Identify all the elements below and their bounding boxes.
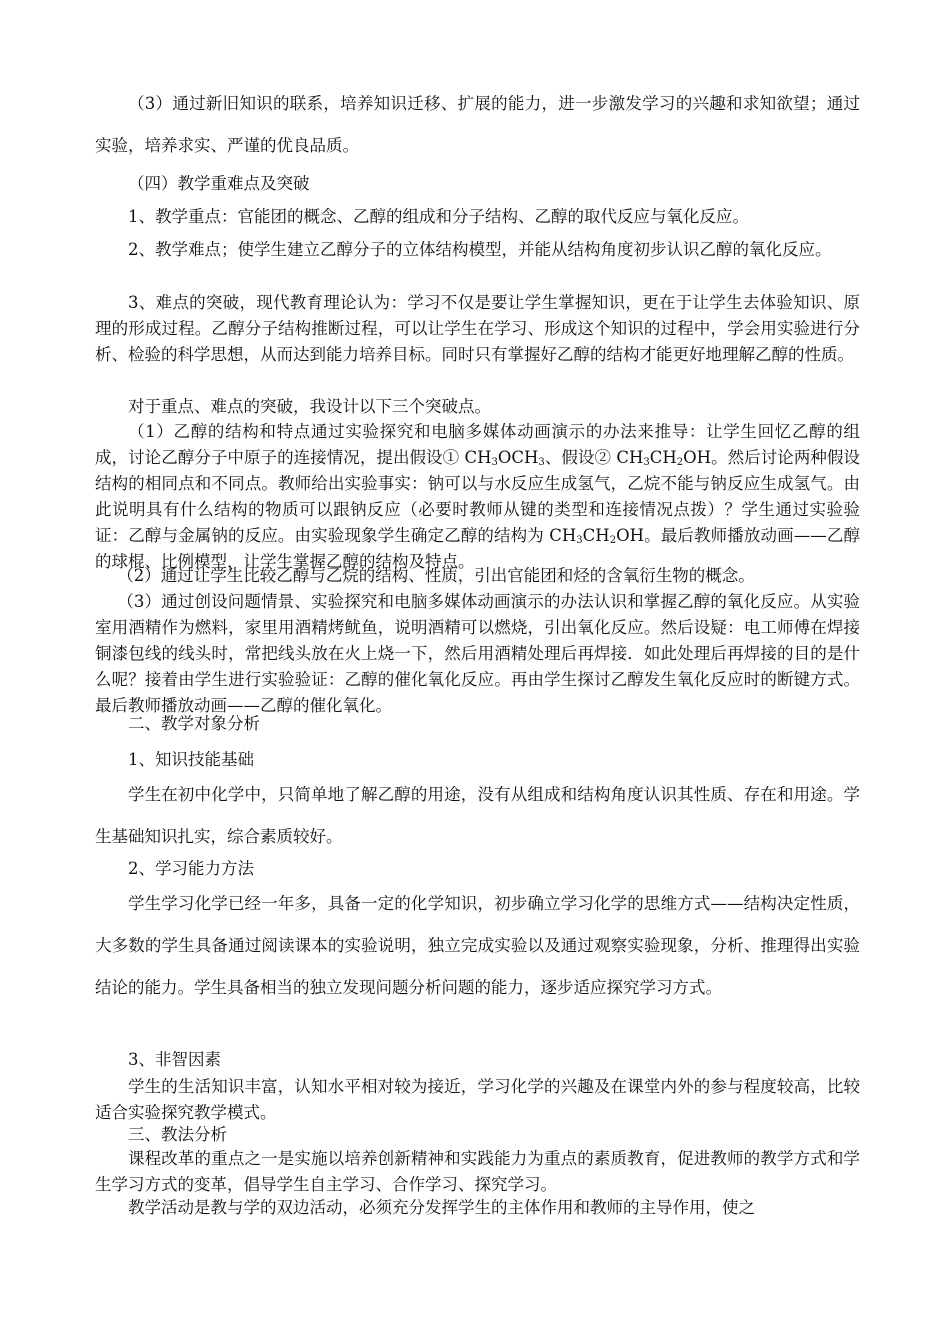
paragraph-non-intellectual: 学生的生活知识丰富，认知水平相对较为接近，学习化学的兴趣及在课堂内外的参与程度较高，比较适合实验探究教学模式。 xyxy=(95,1077,860,1122)
text-segment: CH xyxy=(649,448,677,467)
paragraph-breakthrough-2: （2）通过让学生比较乙醇与乙烷的结构、性质，引出官能团和烃的含氧衍生物的概念。 xyxy=(117,566,755,585)
text-segment: OCH xyxy=(497,448,539,467)
paragraph-objective-3: （3）通过新旧知识的联系，培养知识迁移、扩展的能力，进一步激发学习的兴趣和求知欲望；通过实验，培养求实、严谨的优良品质。 xyxy=(95,94,860,155)
heading-learning-ability: 2、学习能力方法 xyxy=(128,859,254,878)
subscript: 3 xyxy=(491,457,498,468)
text-segment: OH。然后讨论两种假设结构的相同点和不同点。教师给出实验事实：钠可以与水反应生成氢气，乙烷不能与钠反应生成氢气。由此说明具有什么结构的物质可以跟钠反应（必要时教师从键的类型和连接情况点拨）？学生通过实验验证：乙醇与金属钠的反应。由实验现象学生确定乙醇的结构为 CH xyxy=(95,448,860,545)
text-segment: CH xyxy=(582,526,610,545)
subscript: 2 xyxy=(676,457,684,468)
heading-non-intellectual: 3、非智因素 xyxy=(128,1050,221,1069)
paragraph-knowledge-skills: 学生在初中化学中，只简单地了解乙醇的用途，没有从组成和结构角度认识其性质、存在和用途。学生基础知识扎实，综合素质较好。 xyxy=(95,785,860,846)
paragraph-key-point: 1、教学重点：官能团的概念、乙醇的组成和分子结构、乙醇的取代反应与氧化反应。 xyxy=(128,207,749,226)
subscript: 2 xyxy=(609,535,617,546)
subscript: 3 xyxy=(643,457,650,468)
heading-method-analysis: 三、教法分析 xyxy=(128,1125,227,1144)
subscript: 3 xyxy=(538,457,545,468)
heading-knowledge-skills: 1、知识技能基础 xyxy=(128,750,254,769)
text-segment: 、假设② CH xyxy=(544,448,644,467)
paragraph-breakthrough-3: （3）通过创设问题情景、实验探究和电脑多媒体动画演示的办法认识和掌握乙醇的氧化反应。从实验室用酒精作为燃料，家里用酒精烤鱿鱼，说明酒精可以燃烧，引出氧化反应。然后设疑：电工师傅在焊接铜漆包线的线头时，常把线头放在火上烧一下，然后用酒精处理后再焊接．如此处理后再焊接的目的是什么呢？接着由学生进行实验验证：乙醇的催化氧化反应。再由学生探讨乙醇发生氧化反应时的断键方式。最后教师播放动画——乙醇的催化氧化。 xyxy=(95,592,860,715)
subscript: 3 xyxy=(576,535,583,546)
paragraph-breakthrough: 3、难点的突破，现代教育理论认为：学习不仅是要让学生掌握知识，更在于让学生去体验知识、原理的形成过程。乙醇分子结构推断过程，可以让学生在学习、形成这个知识的过程中，学会用实验进行分析、检验的科学思想，从而达到能力培养目标。同时只有掌握好乙醇的结构才能更好地理解乙醇的性质。 xyxy=(95,293,860,364)
paragraph-breakthrough-intro: 对于重点、难点的突破，我设计以下三个突破点。 xyxy=(128,397,491,416)
text-segment: （1）乙醇的结构和特点通过实验探究和电脑多媒体动画演示的办法来推导：让学生回忆乙醇的组成，讨论乙醇分子中原子的连接情况，提出假设① CH xyxy=(95,422,860,467)
paragraph-breakthrough-1 xyxy=(95,419,860,575)
paragraph-learning-ability: 学生学习化学已经一年多，具备一定的化学知识，初步确立学习化学的思维方式——结构决定性质，大多数的学生具备通过阅读课本的实验说明，独立完成实验以及通过观察实验现象，分析、推理得出实验结论的能力。学生具备相当的独立发现问题分析问题的能力，逐步适应探究学习方式。 xyxy=(95,894,860,997)
heading-student-analysis: 二、教学对象分析 xyxy=(128,714,260,733)
paragraph-teaching-activity: 教学活动是教与学的双边活动，必须充分发挥学生的主体作用和教师的主导作用，使之 xyxy=(128,1198,755,1217)
paragraph-difficult-point: 2、教学难点；使学生建立乙醇分子的立体结构模型，并能从结构角度初步认识乙醇的氧化反应。 xyxy=(128,240,832,259)
paragraph-curriculum-reform: 课程改革的重点之一是实施以培养创新精神和实践能力为重点的素质教育，促进教师的教学方式和学生学习方式的变革，倡导学生自主学习、合作学习、探究学习。 xyxy=(95,1149,860,1194)
text-segment: OH。最后教师播放动画——乙醇的球棍、比例模型，让学生掌握乙醇的结构及特点。 xyxy=(95,526,860,571)
heading-key-difficult-points: （四）教学重难点及突破 xyxy=(128,174,310,193)
